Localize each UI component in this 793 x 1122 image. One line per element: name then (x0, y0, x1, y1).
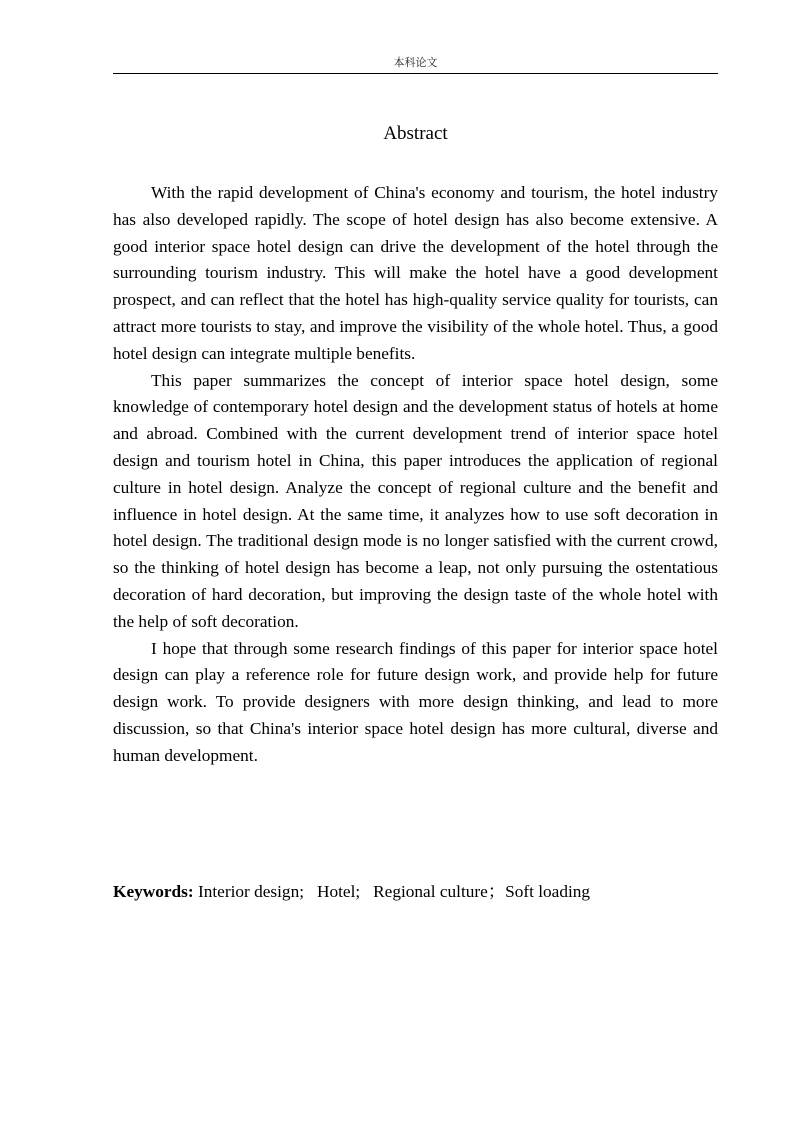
abstract-paragraph-3: I hope that through some research findings of this paper for interior space hotel design can play a reference role for future design work, and provide help for future design work. To provide designers with more design thinking, and lead to more discussion, so that China's interior space hotel design has more cultural, diverse and human development. (113, 638, 718, 765)
keywords-label: Keywords: (113, 882, 194, 901)
abstract-title: Abstract (383, 123, 448, 144)
abstract-body (113, 180, 718, 770)
header-rule (113, 73, 718, 74)
keywords-line (113, 879, 718, 905)
running-header: 本科论文 (393, 56, 438, 69)
abstract-paragraph-2: This paper summarizes the concept of interior space hotel design, some knowledge of contemporary hotel design and the development status of hotels at home and abroad. Combined with the current development trend of interior space hotel design and tourism hotel in China, this paper introduces the application of regional culture in hotel design. Analyze the concept of regional culture and the benefit and influence in hotel design. At the same time, it analyzes how to use soft decoration in hotel design. The traditional design mode is no longer satisfied with the current crowd, so the thinking of hotel design has become a leap, not only pursuing the ostentatious decoration of hard decoration, but improving the design taste of the whole hotel with the help of soft decoration. (113, 370, 718, 631)
abstract-paragraph-1: With the rapid development of China's economy and tourism, the hotel industry has also developed rapidly. The scope of hotel design has also become extensive. A good interior space hotel design can drive the development of the hotel through the surrounding tourism industry. This will make the hotel have a good development prospect, and can reflect that the hotel has high-quality service quality for tourists, can attract more tourists to stay, and improve the visibility of the whole hotel. Thus, a good hotel design can integrate multiple benefits. (113, 183, 718, 363)
keywords-list: Interior design; Hotel; Regional culture；Soft loading (193, 882, 591, 901)
